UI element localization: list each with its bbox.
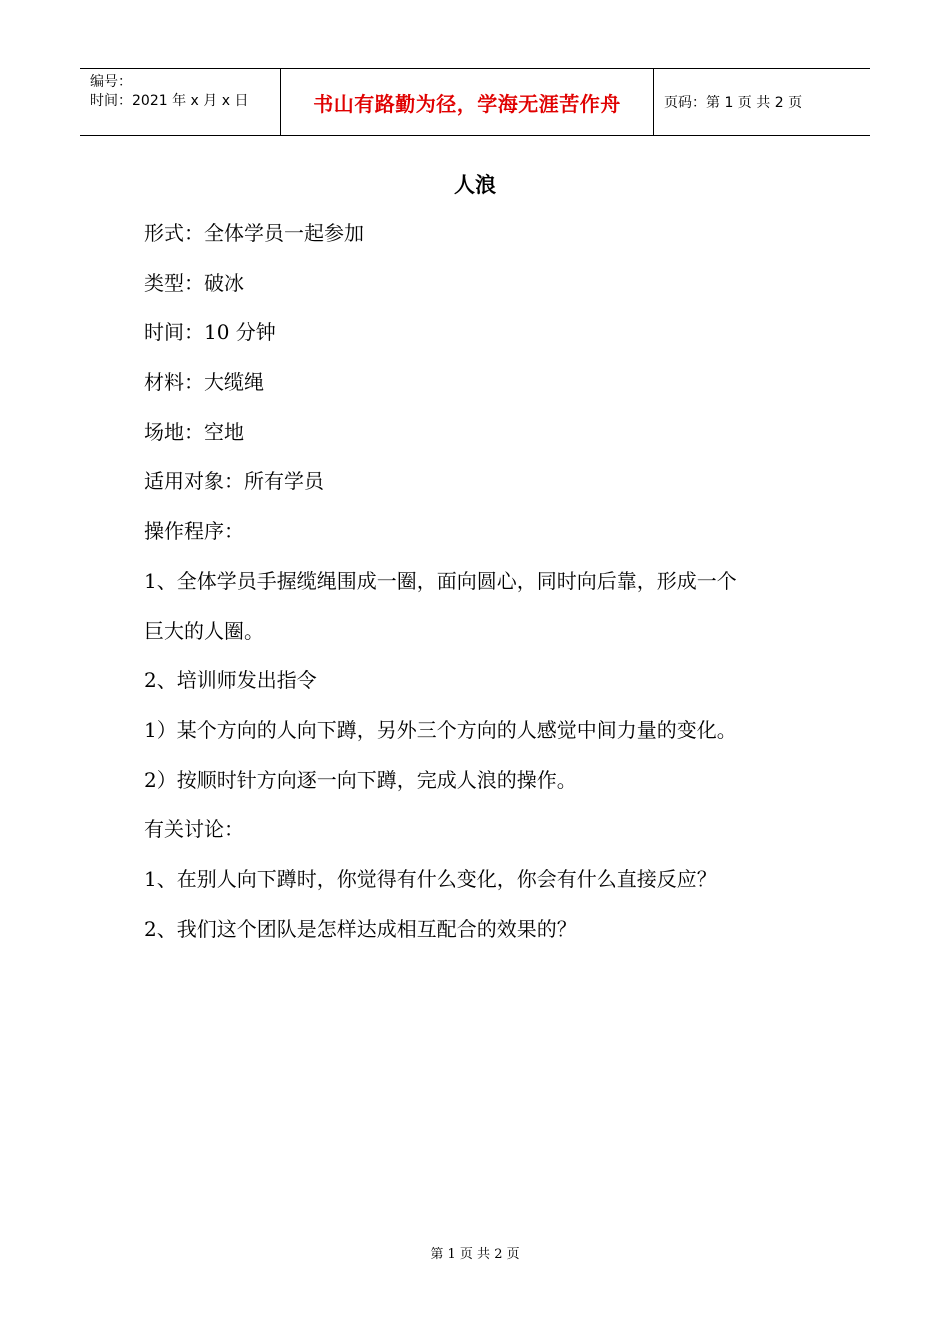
section-heading-procedure: 操作程序： xyxy=(144,519,244,544)
discussion-question-2: 2、我们这个团队是怎样达成相互配合的效果的？ xyxy=(144,916,577,941)
procedure-substep-1: 1）某个方向的人向下蹲，另外三个方向的人感觉中间力量的变化。 xyxy=(144,717,737,742)
procedure-substep-2: 2）按顺时针方向逐一向下蹲，完成人浪的操作。 xyxy=(144,767,577,792)
section-heading-discussion: 有关讨论： xyxy=(144,817,244,842)
procedure-step-2: 2、培训师发出指令 xyxy=(144,668,317,693)
header-motto-cell xyxy=(281,69,654,135)
paragraph-venue: 场地：空地 xyxy=(144,419,244,444)
document-number-label: 编号： xyxy=(90,74,132,90)
paragraph-type: 类型：破冰 xyxy=(144,270,244,295)
paragraph-format: 形式：全体学员一起参加 xyxy=(144,221,364,245)
paragraph-duration: 时间：10 分钟 xyxy=(144,320,276,345)
document-body xyxy=(144,218,814,963)
procedure-step-1-line-1: 1、全体学员手握缆绳围成一圈，面向圆心，同时向后靠，形成一个 xyxy=(144,568,737,593)
paragraph-audience: 适用对象：所有学员 xyxy=(144,469,324,494)
header-motto: 书山有路勤为径，学海无涯苦作舟 xyxy=(313,91,621,116)
document-title: 人浪 xyxy=(454,173,496,197)
discussion-question-1: 1、在别人向下蹲时，你觉得有什么变化，你会有什么直接反应？ xyxy=(144,866,717,891)
header-page-info: 页码：第 1 页 共 2 页 xyxy=(664,95,803,111)
document-date: 时间：2021 年 x 月 x 日 xyxy=(90,93,249,109)
header-meta-cell xyxy=(80,69,281,135)
procedure-step-1-line-2: 巨大的人圈。 xyxy=(144,618,264,643)
document-header xyxy=(80,68,870,136)
page-footer: 第 1 页 共 2 页 xyxy=(430,1247,520,1262)
header-page-cell xyxy=(654,69,870,135)
paragraph-materials: 材料：大缆绳 xyxy=(144,370,264,395)
